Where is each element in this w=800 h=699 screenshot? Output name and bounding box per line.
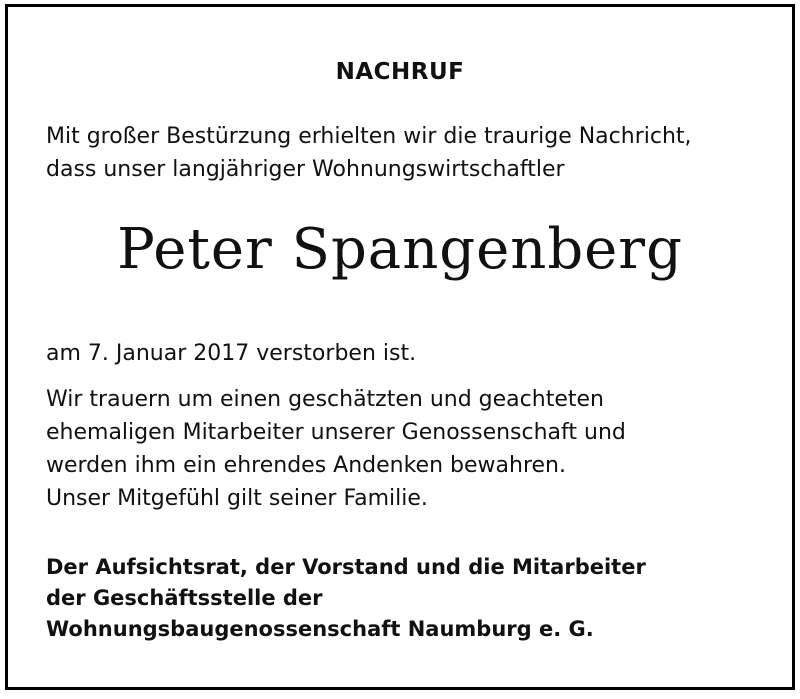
intro-line: Mit großer Bestürzung erhielten wir die traurige Nachricht, [46,124,692,149]
tribute-line: ehemaligen Mitarbeiter unserer Genossenschaft und [46,420,626,445]
tribute-paragraph [46,383,772,515]
date-line: am 7. Januar 2017 verstorben ist. [46,341,417,366]
signature-line: Wohnungsbaugenossenschaft Naumburg e. G. [46,617,594,641]
signature-line: Der Aufsichtsrat, der Vorstand und die Mitarbeiter [46,555,646,579]
signature-block [46,552,772,645]
tribute-line: werden ihm ein ehrendes Andenken bewahren. [46,453,566,478]
date-paragraph [46,337,772,370]
intro-paragraph [46,120,772,186]
tribute-line: Wir trauern um einen geschätzten und geachteten [46,387,604,412]
intro-line: dass unser langjähriger Wohnungswirtschaftler [46,157,565,182]
notice-heading: NACHRUF [335,59,465,85]
deceased-name: Peter Spangenberg [117,217,683,282]
tribute-line: Unser Mitgefühl gilt seiner Familie. [46,486,428,511]
signature-line: der Geschäftsstelle der [46,586,323,610]
obituary-notice [5,4,795,690]
